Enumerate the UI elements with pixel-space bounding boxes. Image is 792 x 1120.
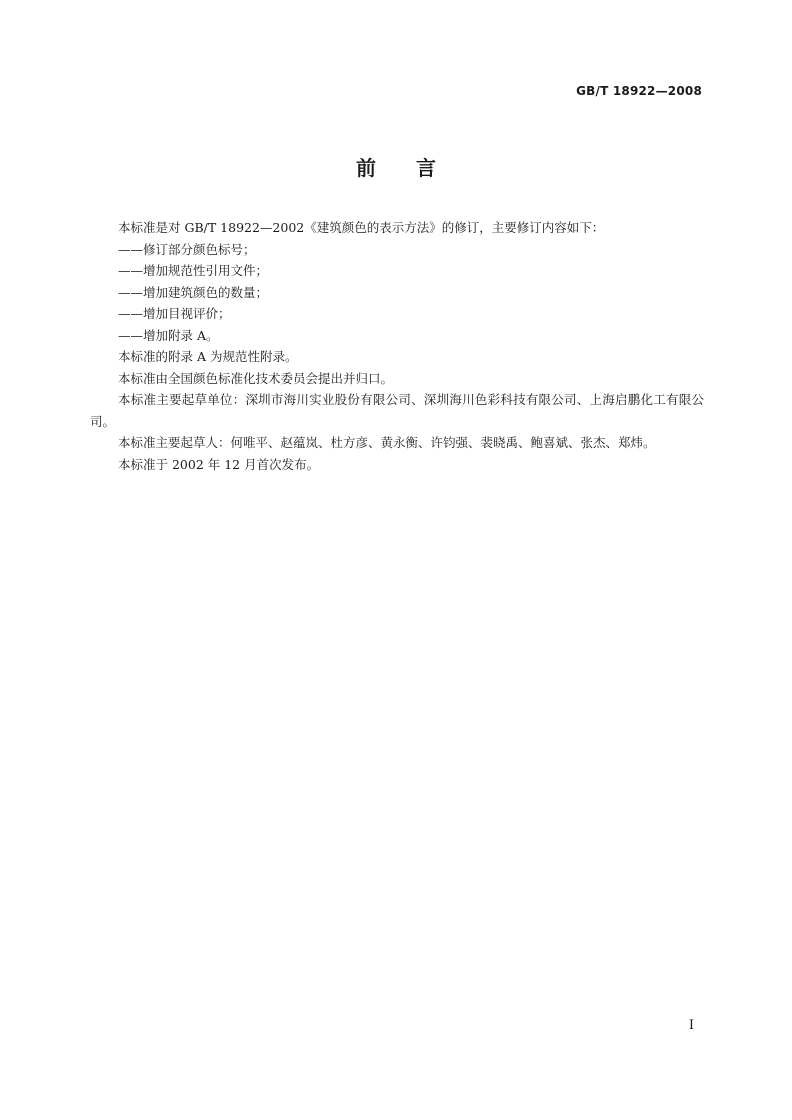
list-item: ——增加规范性引用文件； [118, 263, 269, 278]
list-item: ——增加建筑颜色的数量； [118, 284, 269, 300]
intro-paragraph: 本标准是对 GB/T 18922—2002《建筑颜色的表示方法》的修订，主要修订内容如下： [118, 220, 605, 235]
list-item: ——增加附录 A。 [118, 327, 219, 343]
list-item: ——修订部分颜色标号； [118, 241, 256, 257]
page-number: I [688, 1018, 694, 1033]
list-item: ——增加目视评价； [118, 306, 231, 321]
drafting-units: 本标准主要起草单位：深圳市海川实业股份有限公司、深圳海川色彩科技有限公司、上海启鹏化工有限公司。 [90, 392, 704, 429]
appendix-note: 本标准的附录 A 为规范性附录。 [118, 349, 298, 364]
page-title: 前言 [356, 156, 476, 180]
committee-note: 本标准由全国颜色标准化技术委员会提出并归口。 [118, 370, 394, 386]
first-release-note: 本标准于 2002 年 12 月首次发布。 [118, 456, 320, 472]
drafters: 本标准主要起草人：何唯平、赵蕴岚、杜方彦、黄永衡、许钧强、裴晓禹、鲍喜斌、张杰、郑炜。 [118, 435, 656, 450]
standard-number: GB/T 18922—2008 [576, 84, 702, 98]
document-body [90, 217, 704, 475]
